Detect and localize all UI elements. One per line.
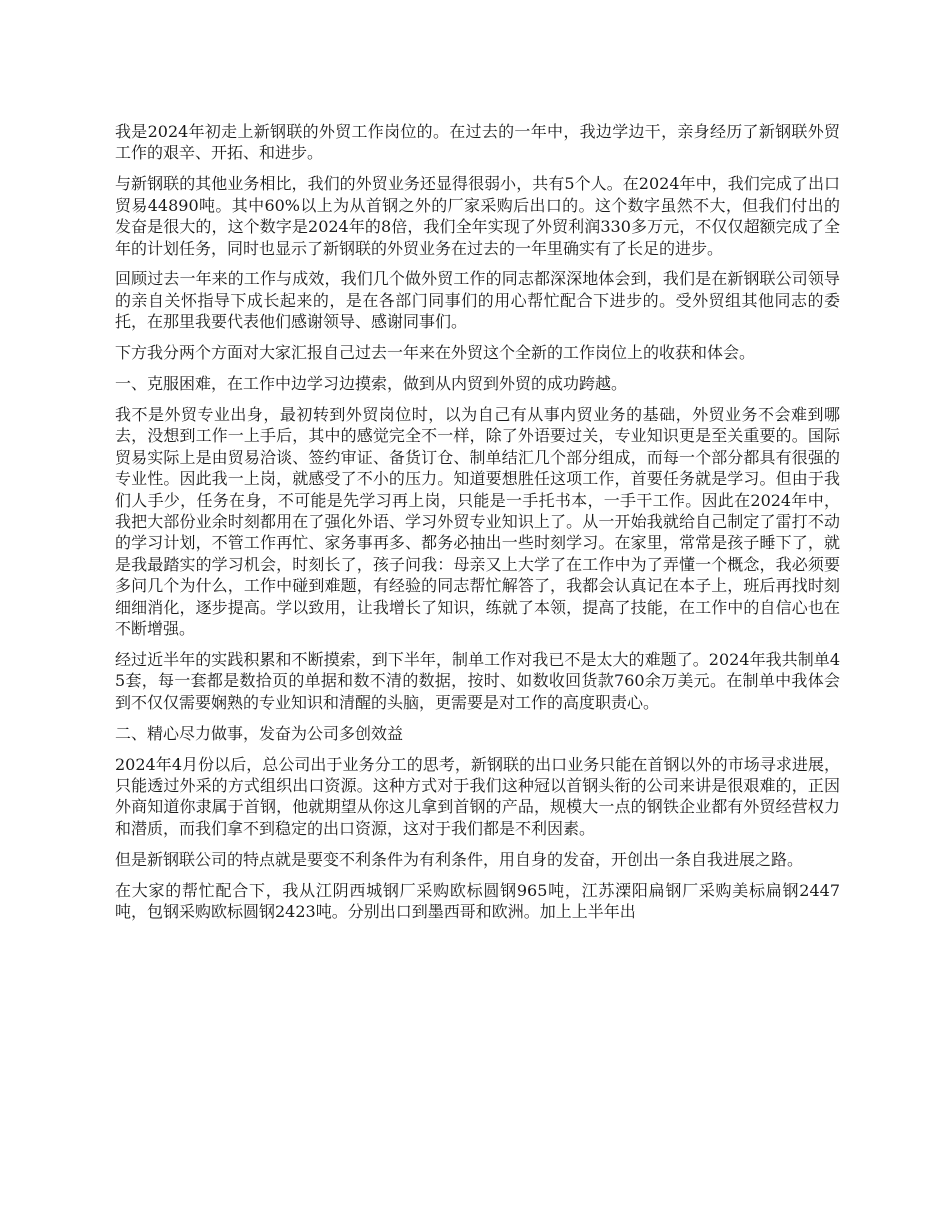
- paragraph-results: 与新钢联的其他业务相比，我们的外贸业务还显得很弱小，共有5个人。在2024年中，我们完成了出口贸易44890吨。其中60%以上为从首钢之外的厂家采购后出口的。这个数字虽然不大，但我们付出的发奋是很大的，这个数字是2024年的8倍，我们全年实现了外贸利润330多万元，不仅仅超额完成了全年的计划任务，同时也显示了新钢联的外贸业务在过去的一年里确实有了长足的进步。: [115, 174, 840, 258]
- paragraph-procurement: 在大家的帮忙配合下，我从江阴西城钢厂采购欧标圆钢965吨，江苏溧阳扁钢厂采购美标扁钢2447吨，包钢采购欧标圆钢2423吨。分别出口到墨西哥和欧洲。加上上半年出: [115, 880, 840, 921]
- document-body: [115, 121, 840, 932]
- paragraph-strategy: 但是新钢联公司的特点就是要变不利条件为有利条件，用自身的发奋，开创出一条自我进展之路。: [115, 849, 804, 869]
- paragraph-outline: 下方我分两个方面对大家汇报自己过去一年来在外贸这个全新的工作岗位上的收获和体会。: [115, 343, 756, 363]
- paragraph-review: 回顾过去一年来的工作与成效，我们几个做外贸工作的同志都深深地体会到，我们是在新钢联公司领导的亲自关怀指导下成长起来的，是在各部门同事们的用心帮忙配合下进步的。受外贸组其他同志的委托，在那里我要代表他们感谢领导、感谢同事们。: [115, 269, 840, 332]
- section-heading-1: 一、克服困难，在工作中边学习边摸索，做到从内贸到外贸的成功跨越。: [115, 374, 628, 394]
- paragraph-documentation: 经过近半年的实践积累和不断摸索，到下半年，制单工作对我已不是太大的难题了。2024年我共制单45套，每一套都是数拾页的单据和数不清的数据，按时、如数收回货款760余万美元。在制单中我体会到不仅仅需要娴熟的专业知识和清醒的头脑，更需要是对工作的高度职责心。: [115, 649, 840, 712]
- section-heading-2: 二、精心尽力做事，发奋为公司多创效益: [115, 723, 404, 743]
- paragraph-learning: 我不是外贸专业出身，最初转到外贸岗位时，以为自己有从事内贸业务的基础，外贸业务不会难到哪去，没想到工作一上手后，其中的感觉完全不一样，除了外语要过关，专业知识更是至关重要的。国际贸易实际上是由贸易洽谈、签约审证、备货订仓、制单结汇几个部分组成，而每一个部分都具有很强的专业性。因此我一上岗，就感受了不小的压力。知道要想胜任这项工作，首要任务就是学习。但由于我们人手少，任务在身，不可能是先学习再上岗，只能是一手托书本，一手干工作。因此在2024年中，我把大部份业余时刻都用在了强化外语、学习外贸专业知识上了。从一开始我就给自己制定了雷打不动的学习计划，不管工作再忙、家务事再多、都务必抽出一些时刻学习。在家里，常常是孩子睡下了，就是我最踏实的学习机会，时刻长了，孩子问我：母亲又上大学了在工作中为了弄懂一个概念，我必须要多问几个为什么，工作中碰到难题，有经验的同志帮忙解答了，我都会认真记在本子上，班后再找时刻细细消化，逐步提高。学以致用，让我增长了知识，练就了本领，提高了技能，在工作中的自信心也在不断增强。: [115, 404, 840, 639]
- paragraph-intro: 我是2024年初走上新钢联的外贸工作岗位的。在过去的一年中，我边学边干，亲身经历了新钢联外贸工作的艰辛、开拓、和进步。: [115, 122, 840, 163]
- paragraph-market: 2024年4月份以后，总公司出于业务分工的思考，新钢联的出口业务只能在首钢以外的市场寻求进展，只能透过外采的方式组织出口资源。这种方式对于我们这种冠以首钢头衔的公司来讲是很艰难的，正因外商知道你隶属于首钢，他就期望从你这儿拿到首钢的产品，规模大一点的钢铁企业都有外贸经营权力和潜质，而我们拿不到稳定的出口资源，这对于我们都是不利因素。: [115, 754, 840, 838]
